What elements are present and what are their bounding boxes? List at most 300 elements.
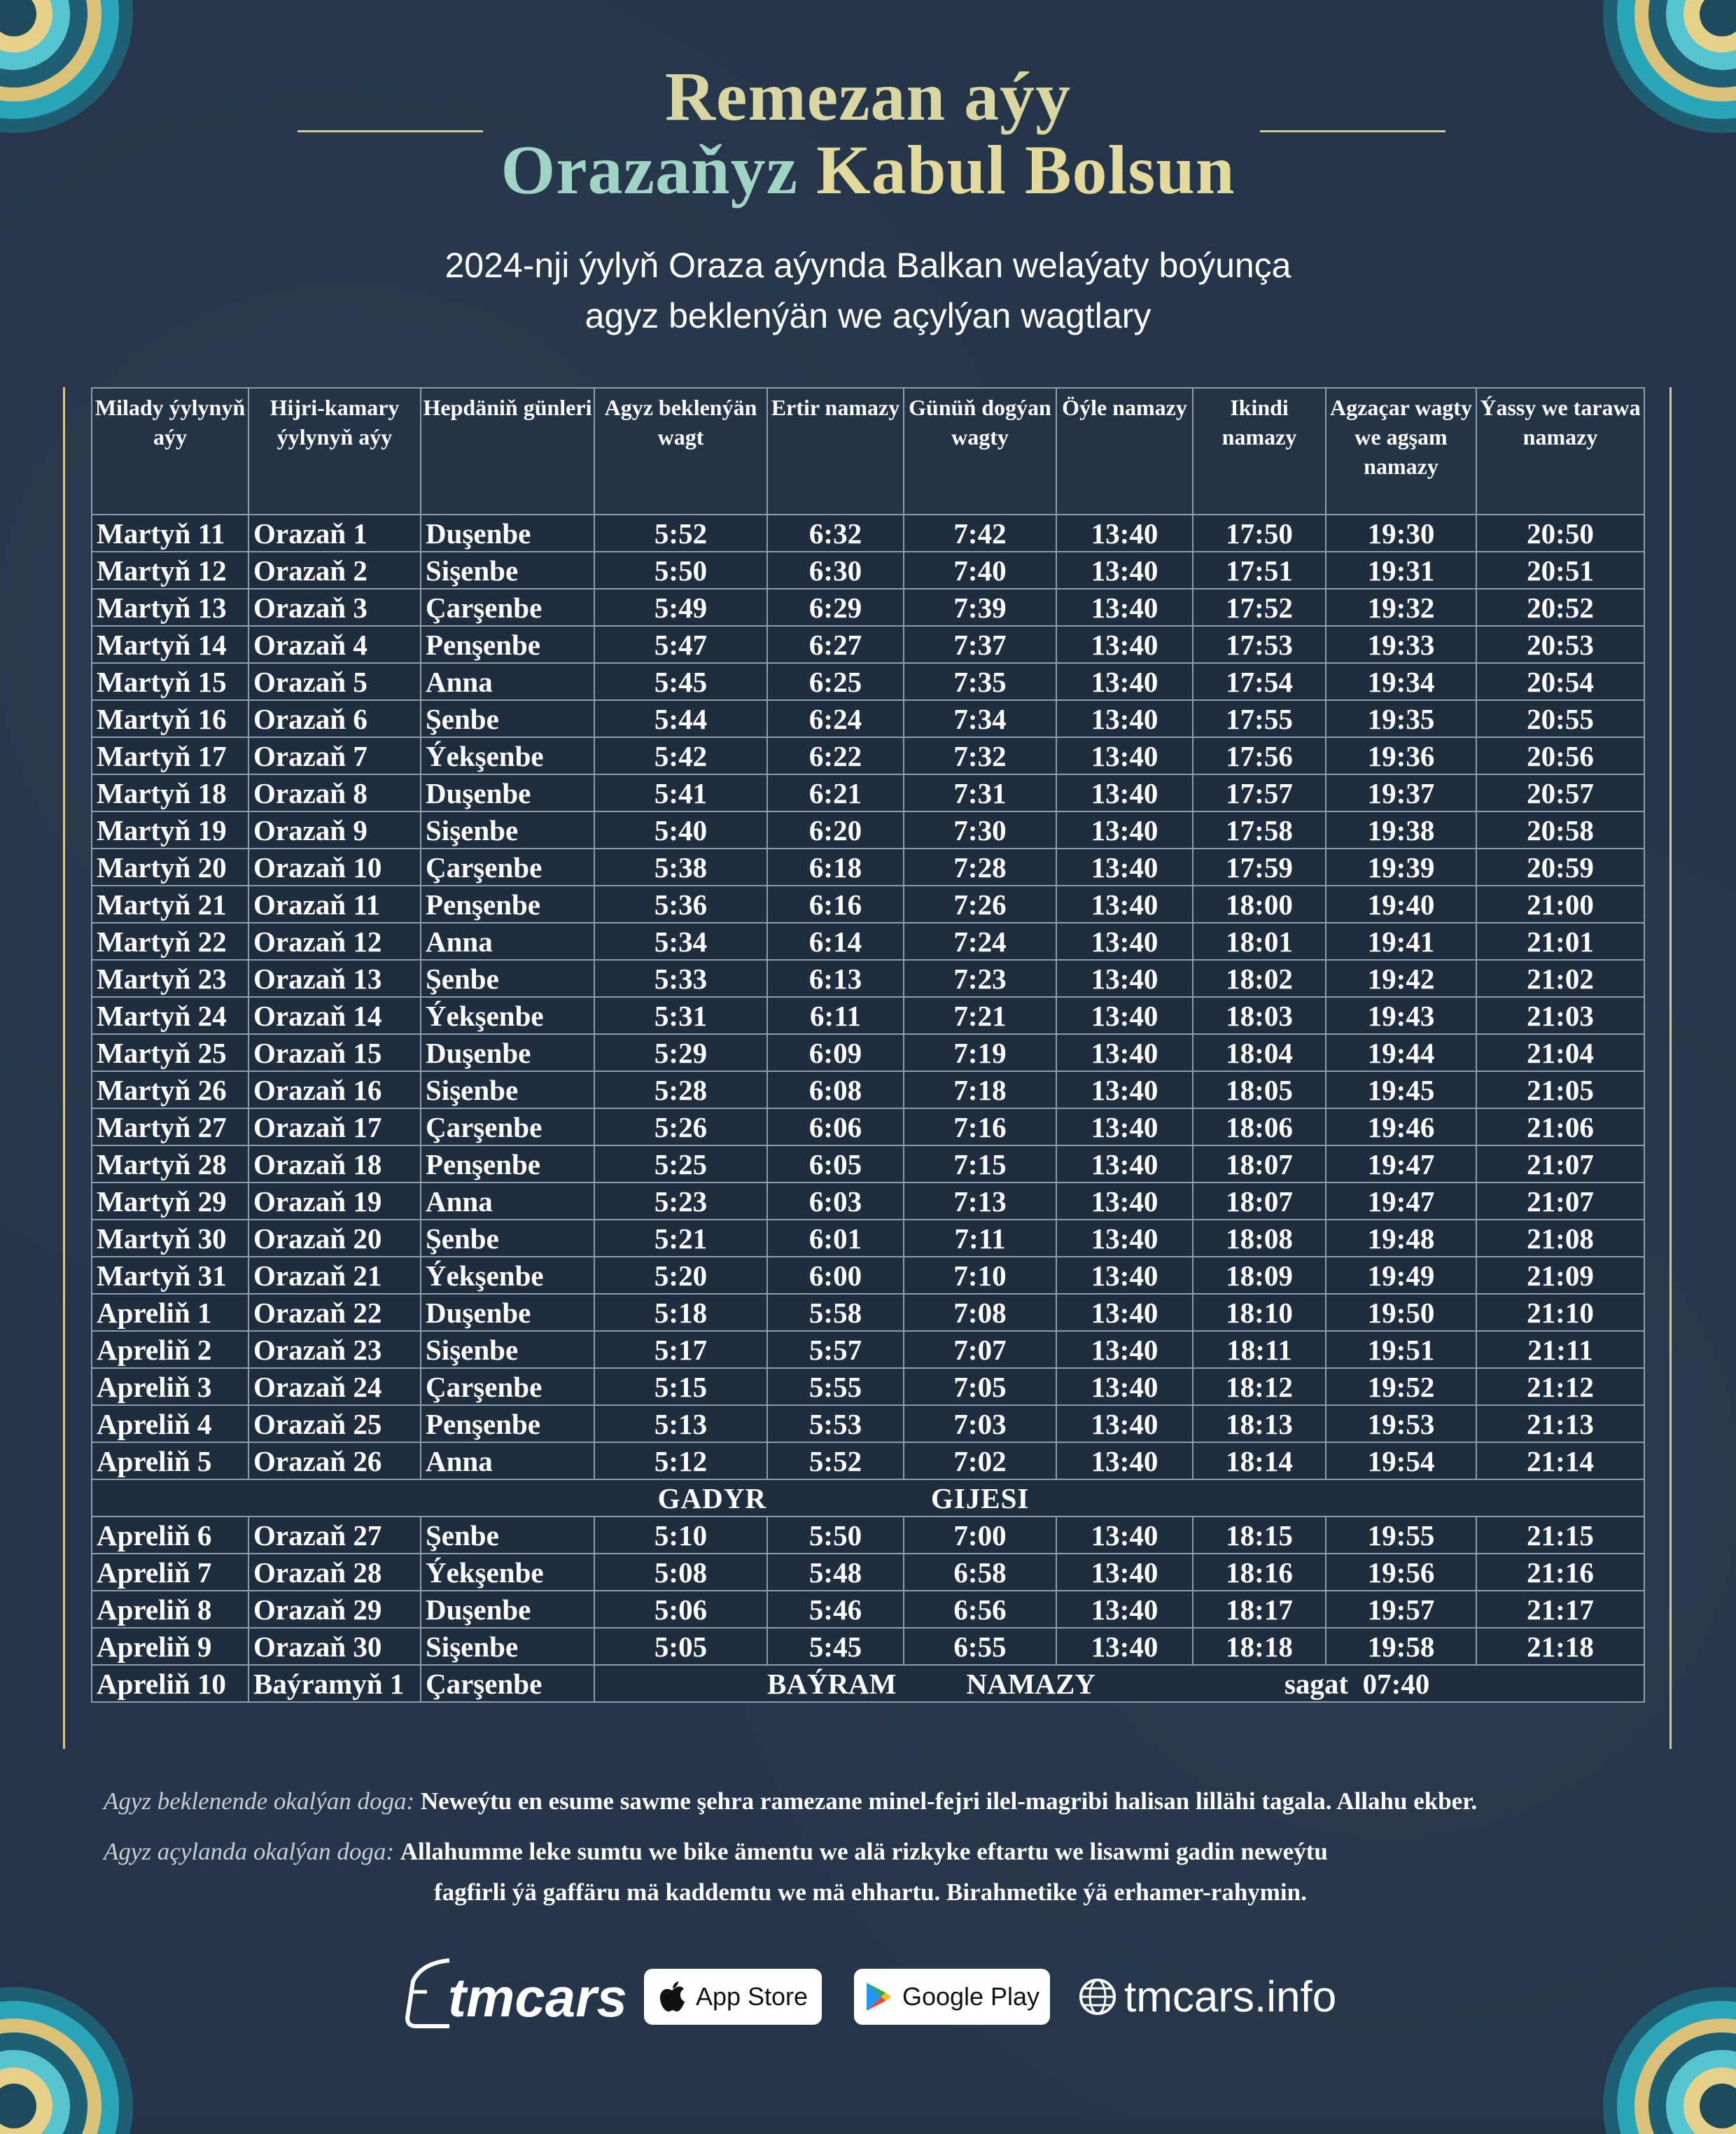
table-row bbox=[92, 552, 1644, 589]
table-cell: 5:41 bbox=[594, 774, 767, 811]
table-cell: 5:46 bbox=[767, 1591, 904, 1628]
table-cell: Apreliň 2 bbox=[92, 1331, 248, 1368]
table-cell: 6:30 bbox=[767, 552, 904, 589]
table-cell: 17:58 bbox=[1193, 811, 1326, 849]
table-cell: Çarşenbe bbox=[421, 849, 594, 886]
table-cell: 18:03 bbox=[1193, 997, 1326, 1034]
table-cell: 13:40 bbox=[1056, 1034, 1193, 1071]
column-header-4: Ertir namazy bbox=[767, 388, 904, 515]
table-cell: 6:27 bbox=[767, 626, 904, 663]
table-cell: 19:47 bbox=[1326, 1183, 1476, 1220]
table-cell: Martyň 27 bbox=[92, 1108, 248, 1145]
table-row bbox=[92, 1183, 1644, 1220]
table-cell: 20:58 bbox=[1476, 811, 1644, 849]
table-cell: 5:05 bbox=[594, 1628, 767, 1665]
table-cell: 6:03 bbox=[767, 1183, 904, 1220]
table-cell: 13:40 bbox=[1056, 1405, 1193, 1442]
table-cell: 13:40 bbox=[1056, 1516, 1193, 1554]
table-cell: 5:42 bbox=[594, 737, 767, 774]
table-cell: Martyň 31 bbox=[92, 1257, 248, 1294]
table-cell: 5:23 bbox=[594, 1183, 767, 1220]
table-cell: Sişenbe bbox=[421, 1331, 594, 1368]
table-cell: 7:13 bbox=[904, 1183, 1056, 1220]
table-cell: Martyň 21 bbox=[92, 886, 248, 923]
table-cell: 5:06 bbox=[594, 1591, 767, 1628]
gadyr-word: GADYR bbox=[657, 1481, 766, 1514]
table-cell: 21:18 bbox=[1476, 1628, 1644, 1665]
table-row bbox=[92, 1516, 1644, 1554]
table-cell: Orazaň 21 bbox=[248, 1257, 421, 1294]
table-cell: 7:35 bbox=[904, 663, 1056, 700]
table-cell: Martyň 29 bbox=[92, 1183, 248, 1220]
table-cell: Martyň 23 bbox=[92, 960, 248, 997]
table-cell: 6:24 bbox=[767, 700, 904, 737]
table-cell: 13:40 bbox=[1056, 1591, 1193, 1628]
table-cell: 5:52 bbox=[594, 515, 767, 552]
table-cell: Orazaň 18 bbox=[248, 1145, 421, 1183]
table-cell: 6:29 bbox=[767, 589, 904, 626]
table-cell: Çarşenbe bbox=[421, 1368, 594, 1405]
schedule-table bbox=[91, 387, 1645, 1703]
table-cell: Martyň 17 bbox=[92, 737, 248, 774]
dua-break-text-line2: fagfirli ýä gaffäru mä kaddemtu we mä ehhartu. Birahmetike ýä erhamer-rahymin. bbox=[434, 1878, 1307, 1906]
table-cell: Martyň 22 bbox=[92, 923, 248, 960]
table-cell: 7:39 bbox=[904, 589, 1056, 626]
table-cell: Şenbe bbox=[421, 1220, 594, 1257]
table-cell: 18:04 bbox=[1193, 1034, 1326, 1071]
table-cell: Orazaň 14 bbox=[248, 997, 421, 1034]
table-cell: Orazaň 26 bbox=[248, 1442, 421, 1479]
table-cell: 18:08 bbox=[1193, 1220, 1326, 1257]
table-cell: 20:56 bbox=[1476, 737, 1644, 774]
table-cell: 13:40 bbox=[1056, 1108, 1193, 1145]
table-cell: 19:42 bbox=[1326, 960, 1476, 997]
table-cell: Duşenbe bbox=[421, 1034, 594, 1071]
globe-icon bbox=[1078, 1977, 1117, 2016]
table-cell: Apreliň 4 bbox=[92, 1405, 248, 1442]
table-cell: 7:18 bbox=[904, 1071, 1056, 1108]
table-cell: 7:42 bbox=[904, 515, 1056, 552]
subtitle-line2: agyz beklenýän we açylýan wagtlary bbox=[584, 296, 1152, 335]
title-line2-part-a: Orazaňyz bbox=[500, 131, 817, 209]
table-cell: 19:31 bbox=[1326, 552, 1476, 589]
table-cell: Sişenbe bbox=[421, 811, 594, 849]
table-cell: 19:34 bbox=[1326, 663, 1476, 700]
table-cell: Apreliň 7 bbox=[92, 1554, 248, 1591]
table-cell: 21:09 bbox=[1476, 1257, 1644, 1294]
table-cell: 13:40 bbox=[1056, 1442, 1193, 1479]
bayram-hijri-cell: Baýramyň 1 bbox=[248, 1665, 421, 1702]
table-cell: 19:48 bbox=[1326, 1220, 1476, 1257]
column-header-1: Hijri-kamary ýylynyň aýy bbox=[248, 388, 421, 515]
table-cell: Orazaň 12 bbox=[248, 923, 421, 960]
table-cell: Orazaň 25 bbox=[248, 1405, 421, 1442]
table-cell: 19:43 bbox=[1326, 997, 1476, 1034]
table-cell: 18:01 bbox=[1193, 923, 1326, 960]
bayram-word: BAÝRAM bbox=[767, 1667, 897, 1700]
table-cell: 19:47 bbox=[1326, 1145, 1476, 1183]
table-cell: Orazaň 4 bbox=[248, 626, 421, 663]
table-cell: 17:52 bbox=[1193, 589, 1326, 626]
table-cell: 21:12 bbox=[1476, 1368, 1644, 1405]
table-cell: 19:33 bbox=[1326, 626, 1476, 663]
page-title: Remezan aýy bbox=[664, 57, 1072, 135]
table-cell: Orazaň 3 bbox=[248, 589, 421, 626]
bayram-row bbox=[92, 1665, 1644, 1702]
table-cell: 5:50 bbox=[767, 1516, 904, 1554]
table-cell: Penşenbe bbox=[421, 1145, 594, 1183]
table-cell: Martyň 25 bbox=[92, 1034, 248, 1071]
gijesi-word: GIJESI bbox=[930, 1481, 1030, 1514]
table-cell: Orazaň 30 bbox=[248, 1628, 421, 1665]
table-cell: 20:50 bbox=[1476, 515, 1644, 552]
dua-break bbox=[104, 1831, 1328, 1873]
table-row bbox=[92, 515, 1644, 552]
table-cell: 21:04 bbox=[1476, 1034, 1644, 1071]
table-cell: 20:51 bbox=[1476, 552, 1644, 589]
table-cell: Apreliň 8 bbox=[92, 1591, 248, 1628]
table-cell: 5:21 bbox=[594, 1220, 767, 1257]
table-cell: 13:40 bbox=[1056, 1220, 1193, 1257]
app-store-button[interactable] bbox=[644, 1969, 822, 2025]
table-cell: Orazaň 9 bbox=[248, 811, 421, 849]
table-cell: 13:40 bbox=[1056, 737, 1193, 774]
table-cell: Orazaň 23 bbox=[248, 1331, 421, 1368]
table-cell: 21:17 bbox=[1476, 1591, 1644, 1628]
table-row bbox=[92, 997, 1644, 1034]
table-cell: 21:07 bbox=[1476, 1183, 1644, 1220]
table-cell: 13:40 bbox=[1056, 1145, 1193, 1183]
table-cell: 19:41 bbox=[1326, 923, 1476, 960]
table-cell: 5:10 bbox=[594, 1516, 767, 1554]
table-cell: 7:21 bbox=[904, 997, 1056, 1034]
table-cell: 5:45 bbox=[767, 1628, 904, 1665]
table-cell: 5:13 bbox=[594, 1405, 767, 1442]
dua-fast-label: Agyz beklenende okalýan doga: bbox=[104, 1787, 415, 1815]
table-cell: 6:55 bbox=[904, 1628, 1056, 1665]
table-cell: 5:15 bbox=[594, 1368, 767, 1405]
table-cell: 13:40 bbox=[1056, 1331, 1193, 1368]
table-cell: 5:26 bbox=[594, 1108, 767, 1145]
table-cell: Orazaň 17 bbox=[248, 1108, 421, 1145]
table-cell: 19:40 bbox=[1326, 886, 1476, 923]
table-cell: 17:54 bbox=[1193, 663, 1326, 700]
table-cell: 21:01 bbox=[1476, 923, 1644, 960]
table-cell: Çarşenbe bbox=[421, 1108, 594, 1145]
table-row bbox=[92, 1331, 1644, 1368]
column-header-9: Ýassy we tarawa namazy bbox=[1476, 388, 1644, 515]
table-cell: 7:08 bbox=[904, 1294, 1056, 1331]
column-header-2: Hepdäniň günleri bbox=[421, 388, 594, 515]
table-cell: 7:23 bbox=[904, 960, 1056, 997]
table-cell: 5:48 bbox=[767, 1554, 904, 1591]
table-cell: 7:02 bbox=[904, 1442, 1056, 1479]
table-cell: 19:53 bbox=[1326, 1405, 1476, 1442]
table-cell: 13:40 bbox=[1056, 1071, 1193, 1108]
table-cell: 18:16 bbox=[1193, 1554, 1326, 1591]
table-cell: Anna bbox=[421, 923, 594, 960]
table-cell: Martyň 14 bbox=[92, 626, 248, 663]
table-row bbox=[92, 1145, 1644, 1183]
table-cell: Orazaň 20 bbox=[248, 1220, 421, 1257]
table-cell: Apreliň 6 bbox=[92, 1516, 248, 1554]
table-cell: Anna bbox=[421, 1442, 594, 1479]
table-cell: Martyň 11 bbox=[92, 515, 248, 552]
table-row bbox=[92, 737, 1644, 774]
table-cell: 6:14 bbox=[767, 923, 904, 960]
table-cell: 18:18 bbox=[1193, 1628, 1326, 1665]
table-cell: 5:55 bbox=[767, 1368, 904, 1405]
table-cell: 6:20 bbox=[767, 811, 904, 849]
table-cell: 7:10 bbox=[904, 1257, 1056, 1294]
table-cell: Duşenbe bbox=[421, 774, 594, 811]
table-cell: 7:05 bbox=[904, 1368, 1056, 1405]
table-cell: 19:57 bbox=[1326, 1591, 1476, 1628]
table-cell: 19:46 bbox=[1326, 1108, 1476, 1145]
namazy-word: NAMAZY bbox=[966, 1667, 1096, 1700]
table-cell: 13:40 bbox=[1056, 811, 1193, 849]
table-cell: Orazaň 22 bbox=[248, 1294, 421, 1331]
table-cell: 13:40 bbox=[1056, 552, 1193, 589]
table-cell: 5:31 bbox=[594, 997, 767, 1034]
table-cell: Martyň 30 bbox=[92, 1220, 248, 1257]
table-cell: 20:53 bbox=[1476, 626, 1644, 663]
table-cell: 18:14 bbox=[1193, 1442, 1326, 1479]
ornament-bottom-right-icon bbox=[1561, 1945, 1736, 2134]
table-cell: 19:39 bbox=[1326, 849, 1476, 886]
table-cell: 13:40 bbox=[1056, 1183, 1193, 1220]
table-cell: 17:50 bbox=[1193, 515, 1326, 552]
table-cell: 5:36 bbox=[594, 886, 767, 923]
table-cell: 19:52 bbox=[1326, 1368, 1476, 1405]
table-cell: 6:13 bbox=[767, 960, 904, 997]
table-cell: 7:19 bbox=[904, 1034, 1056, 1071]
table-cell: 18:06 bbox=[1193, 1108, 1326, 1145]
table-row bbox=[92, 811, 1644, 849]
table-cell: Orazaň 28 bbox=[248, 1554, 421, 1591]
table-cell: Martyň 28 bbox=[92, 1145, 248, 1183]
table-cell: 6:32 bbox=[767, 515, 904, 552]
table-cell: Sişenbe bbox=[421, 1628, 594, 1665]
table-cell: 17:53 bbox=[1193, 626, 1326, 663]
table-cell: 6:01 bbox=[767, 1220, 904, 1257]
table-cell: 7:30 bbox=[904, 811, 1056, 849]
table-cell: 19:51 bbox=[1326, 1331, 1476, 1368]
table-cell: Martyň 20 bbox=[92, 849, 248, 886]
column-header-7: Ikindi namazy bbox=[1193, 388, 1326, 515]
table-row bbox=[92, 886, 1644, 923]
table-cell: Penşenbe bbox=[421, 1405, 594, 1442]
table-row bbox=[92, 1442, 1644, 1479]
table-cell: 20:55 bbox=[1476, 700, 1644, 737]
table-cell: Martyň 12 bbox=[92, 552, 248, 589]
table-cell: 5:12 bbox=[594, 1442, 767, 1479]
table-cell: 21:16 bbox=[1476, 1554, 1644, 1591]
table-cell: Martyň 13 bbox=[92, 589, 248, 626]
side-rule-left bbox=[63, 387, 65, 1749]
table-cell: Orazaň 8 bbox=[248, 774, 421, 811]
table-cell: 18:11 bbox=[1193, 1331, 1326, 1368]
table-row bbox=[92, 626, 1644, 663]
table-cell: 6:56 bbox=[904, 1591, 1056, 1628]
table-cell: Orazaň 11 bbox=[248, 886, 421, 923]
table-header-row bbox=[92, 388, 1644, 515]
table-cell: Orazaň 2 bbox=[248, 552, 421, 589]
table-cell: 6:09 bbox=[767, 1034, 904, 1071]
table-cell: 17:56 bbox=[1193, 737, 1326, 774]
table-cell: Anna bbox=[421, 663, 594, 700]
table-cell: 7:15 bbox=[904, 1145, 1056, 1183]
table-cell: 18:07 bbox=[1193, 1183, 1326, 1220]
bayram-weekday-cell: Çarşenbe bbox=[421, 1665, 594, 1702]
table-cell: 7:34 bbox=[904, 700, 1056, 737]
table-cell: 6:25 bbox=[767, 663, 904, 700]
side-rule-right bbox=[1670, 387, 1672, 1749]
table-cell: 13:40 bbox=[1056, 960, 1193, 997]
google-play-icon bbox=[864, 1981, 892, 2012]
table-body bbox=[92, 515, 1644, 1702]
table-cell: 6:05 bbox=[767, 1145, 904, 1183]
table-cell: 7:31 bbox=[904, 774, 1056, 811]
apple-icon bbox=[658, 1981, 686, 2013]
table-cell: Apreliň 9 bbox=[92, 1628, 248, 1665]
table-cell: 19:50 bbox=[1326, 1294, 1476, 1331]
table-cell: 7:00 bbox=[904, 1516, 1056, 1554]
table-cell: 5:28 bbox=[594, 1071, 767, 1108]
table-cell: Duşenbe bbox=[421, 1591, 594, 1628]
table-cell: 19:36 bbox=[1326, 737, 1476, 774]
table-cell: 5:44 bbox=[594, 700, 767, 737]
table-cell: 6:06 bbox=[767, 1108, 904, 1145]
table-cell: 19:56 bbox=[1326, 1554, 1476, 1591]
table-cell: 7:37 bbox=[904, 626, 1056, 663]
bayram-namaz-cell bbox=[594, 1665, 1644, 1702]
table-cell: 19:55 bbox=[1326, 1516, 1476, 1554]
bayram-date-cell: Apreliň 10 bbox=[92, 1665, 248, 1702]
table-cell: 7:11 bbox=[904, 1220, 1056, 1257]
subtitle-line1: 2024-nji ýylyň Oraza aýynda Balkan welaýaty boýunça bbox=[444, 246, 1292, 285]
table-cell: 17:51 bbox=[1193, 552, 1326, 589]
website-link[interactable] bbox=[1078, 1969, 1336, 2025]
table-row bbox=[92, 700, 1644, 737]
table-cell: 13:40 bbox=[1056, 774, 1193, 811]
table-cell: 5:18 bbox=[594, 1294, 767, 1331]
table-cell: Apreliň 1 bbox=[92, 1294, 248, 1331]
table-cell: Anna bbox=[421, 1183, 594, 1220]
table-cell: Orazaň 19 bbox=[248, 1183, 421, 1220]
table-cell: 13:40 bbox=[1056, 1368, 1193, 1405]
table-cell: Ýekşenbe bbox=[421, 997, 594, 1034]
table-cell: Martyň 26 bbox=[92, 1071, 248, 1108]
table-cell: Ýekşenbe bbox=[421, 1257, 594, 1294]
table-cell: 13:40 bbox=[1056, 626, 1193, 663]
table-cell: 7:28 bbox=[904, 849, 1056, 886]
table-cell: Martyň 24 bbox=[92, 997, 248, 1034]
subtitle bbox=[0, 240, 1736, 341]
table-cell: 13:40 bbox=[1056, 663, 1193, 700]
table-cell: 17:57 bbox=[1193, 774, 1326, 811]
table-cell: 7:40 bbox=[904, 552, 1056, 589]
table-cell: 5:40 bbox=[594, 811, 767, 849]
table-cell: 21:10 bbox=[1476, 1294, 1644, 1331]
table-cell: Orazaň 6 bbox=[248, 700, 421, 737]
table-cell: 21:13 bbox=[1476, 1405, 1644, 1442]
table-cell: 7:07 bbox=[904, 1331, 1056, 1368]
table-cell: 7:32 bbox=[904, 737, 1056, 774]
table-row bbox=[92, 774, 1644, 811]
table-cell: 19:35 bbox=[1326, 700, 1476, 737]
table-cell: 5:45 bbox=[594, 663, 767, 700]
table-cell: Apreliň 3 bbox=[92, 1368, 248, 1405]
column-header-6: Öýle namazy bbox=[1056, 388, 1193, 515]
table-row bbox=[92, 1628, 1644, 1665]
table-cell: 21:07 bbox=[1476, 1145, 1644, 1183]
table-cell: Orazaň 15 bbox=[248, 1034, 421, 1071]
table-row bbox=[92, 1591, 1644, 1628]
google-play-button[interactable] bbox=[854, 1969, 1050, 2025]
table-cell: 19:44 bbox=[1326, 1034, 1476, 1071]
table-cell: Duşenbe bbox=[421, 1294, 594, 1331]
table-cell: 5:50 bbox=[594, 552, 767, 589]
table-cell: Orazaň 10 bbox=[248, 849, 421, 886]
table-cell: Martyň 16 bbox=[92, 700, 248, 737]
table-cell: 7:03 bbox=[904, 1405, 1056, 1442]
table-cell: 6:16 bbox=[767, 886, 904, 923]
gadyr-gijesi-cell bbox=[92, 1479, 1644, 1516]
table-cell: 5:49 bbox=[594, 589, 767, 626]
table-cell: 5:53 bbox=[767, 1405, 904, 1442]
table-cell: 5:38 bbox=[594, 849, 767, 886]
table-cell: Ýekşenbe bbox=[421, 1554, 594, 1591]
table-cell: 19:30 bbox=[1326, 515, 1476, 552]
table-cell: 18:17 bbox=[1193, 1591, 1326, 1628]
table-cell: 13:40 bbox=[1056, 1257, 1193, 1294]
table-cell: 21:15 bbox=[1476, 1516, 1644, 1554]
table-cell: 6:22 bbox=[767, 737, 904, 774]
table-cell: Çarşenbe bbox=[421, 589, 594, 626]
table-cell: 13:40 bbox=[1056, 1554, 1193, 1591]
table-cell: 18:13 bbox=[1193, 1405, 1326, 1442]
table-cell: 18:12 bbox=[1193, 1368, 1326, 1405]
table-cell: 5:52 bbox=[767, 1442, 904, 1479]
table-row bbox=[92, 663, 1644, 700]
table-cell: 19:49 bbox=[1326, 1257, 1476, 1294]
table-cell: 5:47 bbox=[594, 626, 767, 663]
table-cell: 19:32 bbox=[1326, 589, 1476, 626]
table-cell: 18:05 bbox=[1193, 1071, 1326, 1108]
brand-logo[interactable]: tmcars bbox=[448, 1967, 627, 2028]
table-cell: 18:07 bbox=[1193, 1145, 1326, 1183]
table-cell: 18:09 bbox=[1193, 1257, 1326, 1294]
table-row bbox=[92, 589, 1644, 626]
table-cell: 5:29 bbox=[594, 1034, 767, 1071]
table-cell: Duşenbe bbox=[421, 515, 594, 552]
table-cell: Apreliň 5 bbox=[92, 1442, 248, 1479]
table-cell: 21:08 bbox=[1476, 1220, 1644, 1257]
table-cell: 5:34 bbox=[594, 923, 767, 960]
table-row bbox=[92, 1034, 1644, 1071]
bayram-time: sagat 07:40 bbox=[1284, 1667, 1430, 1700]
table-cell: 6:11 bbox=[767, 997, 904, 1034]
table-cell: 18:00 bbox=[1193, 886, 1326, 923]
table-cell: 21:00 bbox=[1476, 886, 1644, 923]
table-cell: 13:40 bbox=[1056, 886, 1193, 923]
table-cell: 7:26 bbox=[904, 886, 1056, 923]
table-cell: 19:45 bbox=[1326, 1071, 1476, 1108]
table-cell: 5:25 bbox=[594, 1145, 767, 1183]
column-header-8: Agzaçar wagty we agşam namazy bbox=[1326, 388, 1476, 515]
table-cell: 18:10 bbox=[1193, 1294, 1326, 1331]
